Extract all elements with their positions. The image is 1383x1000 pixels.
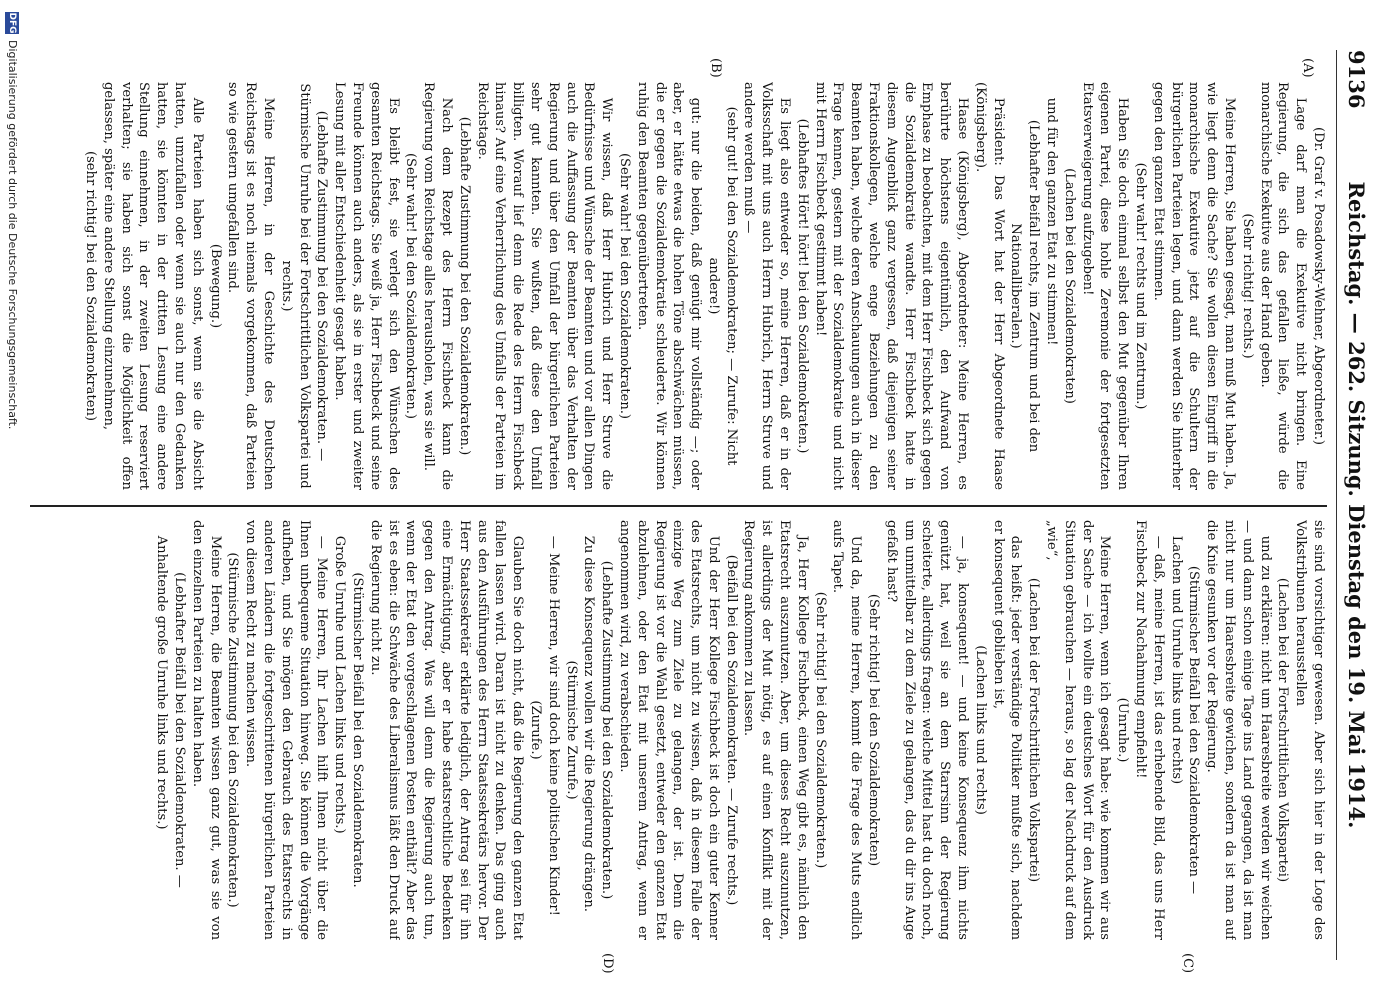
paragraph: Und der Herr Kollege Fischbeck ist doch ein guter Kenner des Etatsrechts, um nicht zu wissen, daß in diesem Falle der einzige Weg zum Ziele zu gelangen, der ist. Denn die Regierung ist vor die Wahl gesetzt, entweder den ganzen Etat abzulehnen, oder den Etat mit unserem Antrag, wenn er angenommen wird, zu verabschieden. xyxy=(616,520,721,940)
paragraph: (Stürmischer Beifall bei den Sozialdemokraten — xyxy=(1186,565,1202,895)
paragraph: (Lachen bei der Fortschrittlichen Volkspartei) xyxy=(1026,577,1042,883)
paragraph: Alle Parteien haben sich sonst, wenn sie die Absicht hatten, umzufallen oder wenn sie auch nur den Gedanken hatten, sie könnten in der dritten Lesung eine andere Stellung einnehmen, in der zweiten Lesung reserviert verhalten; sie haben sich sonst die Möglichkeit offen gelassen, später eine andere Stellung einzunehmen, xyxy=(100,82,205,490)
paragraph: — Meine Herren, wir sind doch keine politischen Kinder! xyxy=(545,535,561,916)
column-divider xyxy=(30,505,1327,507)
paragraph: (Unruhe.) xyxy=(1115,697,1131,763)
paragraph: Nach dem Rezept des Herrn Fischbeck kann die Regierung vom Reichstage alles herausholen, was sie will. xyxy=(421,82,454,490)
paragraph: Präsident: Das Wort hat der Herr Abgeordnete Haase (Königsberg). xyxy=(972,82,1006,490)
paragraph: sie sind vorsichtiger gewesen. Aber sich hier in der Loge des Volkstribunen herausstellen xyxy=(1293,520,1326,940)
paragraph: Meine Herren, Sie haben gesagt, man muß Mut haben. Ja, wie liegt denn die Sache? Sie wollen diesen Eingriff in die monarchische Exekutive jetzt auf die Schultern der bürgerlichen Parteien legen, und dann werden Sie hinterher gegen den ganzen Etat stimmen. xyxy=(1150,82,1238,490)
paragraph: (Sehr richtig! rechts.) xyxy=(1239,213,1255,359)
page-number: 9136 xyxy=(1344,50,1369,109)
paragraph: Haben Sie doch einmal selbst den Mut gegenüber Ihren eigenen Partei, diese hohle Zeremonie der fortgesetzten Etatsverweigerung aufzugeben! xyxy=(1079,82,1131,490)
paragraph: Es bleibt fest, sie verlegt sich den Wünschen des gesamten Reichstags. Sie weiß ja, Herr Fischbeck und seine Freunde können auch anders, als sie in erster und zweiter Lesung mit aller Entschiedenheit gesagt haben. xyxy=(332,82,401,490)
paragraph: Glauben Sie doch nicht, daß die Regierung den ganzen Etat fallen lassen wird. Daran ist nicht zu denken. Das ging auch aus den Ausführungen des Herrn Staatssekretärs hervor. Der Herr Staatssekretär erklärte lediglich, der Antrag sei für ihn eine Ermächtigung, aber er habe staatsrechtliche Bedenken gegen den Antrag. Was will denn die Regierung auch tun, wenn der Etat den vorgeschlagenen Posten enthält? Aber das ist es eben: die Schwäche des Liberalismus läßt den Druck auf die Regierung nicht zu. xyxy=(367,520,526,940)
paragraph: (Lebhafte Zustimmung bei den Sozialdemokraten.) xyxy=(599,560,615,900)
paragraph: Und da, meine Herren, kommt die Frage des Muts endlich aufs Tapet. xyxy=(830,520,864,940)
paragraph: und zu erklären: nicht um Haaresbreite werden wir weichen — und dann schon einige Tage ins Land gegangen, da ist man nicht nur um Haaresbreite gewichen, sondern da ist man auf die Knie gesunken vor der Regierung. xyxy=(1204,520,1273,940)
paragraph: (Lebhafter Beifall bei den Sozialdemokraten. — xyxy=(172,572,187,888)
paragraph: Lachen und Unruhe links und rechts) xyxy=(1168,535,1184,785)
right-column xyxy=(24,520,1327,940)
digitization-credit xyxy=(1,0,21,1000)
paragraph: (Stürmischer Beifall bei den Sozialdemokraten. xyxy=(349,572,365,888)
paragraph: Wir wissen, daß Herr Hubrich und Herr Struve die Bedürfnisse und Wünsche der Beamten und vor allen Dingen auch die Auffassung der Beamten über das Verhalten der Regierung und über den Umfall der bürgerlichen Parteien sehr gut kannten. Sie wußten, daß diese den Umfall billigten. Worauf lief denn die Rede des Herrn Fischbeck hinaus? Auf eine Verherrlichung des Umfalls der Parteien im Reichstage. xyxy=(474,82,615,490)
paragraph: (Lachen bei der Fortschrittlichen Volkspartei) xyxy=(1275,577,1291,883)
paragraph: (Sehr wahr! bei den Sozialdemokraten.) xyxy=(616,152,632,420)
paragraph: Es liegt also entweder so, meine Herren, daß er in der Volksschaft mit uns auch Herrn Hubrich, Herrn Struve und andere werden muß — xyxy=(741,82,793,490)
paragraph: (Lebhafter Beifall rechts, im Zentrum und bei den Nationalliberalen.) xyxy=(1008,119,1042,453)
paragraph: Haase (Königsberg), Abgeordneter: Meine Herren, es berührte höchstens eigentümlich, den Aufwand von Emphase zu beobachten, mit dem Herr Fischbeck sich gegen die Sozialdemokratie wandte. Herr Fischbeck hatte in diesem Augenblick ganz vergessen, daß diejenigen seiner Fraktionskollegen, welche enge Beziehungen zu den Beamten haben, welche deren Anschauungen auch in dieser Frage kennen, gestern mit der Sozialdemokratie und nicht mit Herrn Fischbeck gestimmt haben! xyxy=(812,82,971,490)
paragraph: das heißt: jeder verständige Politiker mußte sich, nachdem er konsequent geblieben ist, xyxy=(990,520,1024,940)
margin-marker-a: (A) xyxy=(1300,58,1315,78)
paragraph: (Lachen links und rechts) xyxy=(972,645,988,815)
margin-marker-c: (C) xyxy=(1180,953,1195,974)
paragraph: (Sehr wahr! bei den Sozialdemokraten.) xyxy=(403,152,419,420)
paragraph: Zu diese Konsequenz wollen wir die Regierung drängen. xyxy=(581,535,597,912)
paragraph: Große Unruhe und Lachen links und rechts.) xyxy=(332,535,348,834)
paragraph: gut: nur die beiden, daß genügt mir vollständig —; oder aber, er hätte etwas die hohen Töne abschwächen müssen, die er gegen die Sozialdemokratie schleuderte. Wir können ruhig den Beamten gegenübertreten. xyxy=(634,82,704,490)
paragraph: (Lebhafte Zustimmung bei den Sozialdemokraten. — Stürmische Unruhe bei der Fortschrittlichen Volkspartei und rechts.) xyxy=(278,83,330,489)
margin-marker-d: (D) xyxy=(600,953,615,974)
paragraph: — ja, konsequent! — und keine Konsequenz ihm nichts genützt hat, weil sie an dem Starrsinn der Regierung scheiterte, allerdings fragen: welche Mittel hast du doch noch, um unmittelbar zu dem Ziele zu gelangen, das du dir ins Auge gefaßt hast? xyxy=(883,520,971,940)
paragraph: und für den ganzen Etat zu stimmen! xyxy=(1044,97,1060,346)
dfg-logo: DFG xyxy=(7,12,17,34)
paragraph: (sehr gut! bei den Sozialdemokraten; — Zurufe: Nicht andere!) xyxy=(705,106,739,466)
credit-text: Digitalisierung gefördert durch die Deutsche Forschungsgemeinschaft. xyxy=(6,40,19,430)
paragraph: (Beifall bei den Sozialdemokraten. — Zurufe rechts.) xyxy=(723,554,739,906)
paragraph: (Stürmische Zurufe.) xyxy=(563,660,579,800)
paragraph: (sehr richtig! bei den Sozialdemokraten) xyxy=(83,150,99,422)
paragraph: (Dr. Graf v. Posadowsky-Wehner, Abgeordneter.) xyxy=(1311,126,1326,446)
paragraph: (Sehr wahr! rechts und im Zentrum.) xyxy=(1133,162,1149,410)
paragraph: (Lachen bei den Sozialdemokraten) xyxy=(1061,168,1077,404)
paragraph: — Meine Herren, Ihr Lachen hilft Ihnen nicht über die Ihnen unbequeme Situation hinweg. Sie können die Vorgänge aufheben, und Sie mögen den Gebrauch des Etatsrechts in anderen Ländern die fortgeschrittenen bürgerlichen Parteien von diesem Recht zu machen wissen. xyxy=(243,520,330,940)
paragraph: (Stürmische Zustimmung bei den Sozialdemokraten.) xyxy=(225,552,241,908)
paragraph: Meine Herren, in der Geschichte des Deutschen Reichstags ist es noch niemals vorgekommen, daß Parteien so wie gestern umgefallen sind. xyxy=(225,82,276,490)
left-column xyxy=(24,82,1327,490)
paragraph: (Sehr richtig! bei den Sozialdemokraten.) xyxy=(812,591,828,869)
margin-marker-b: (B) xyxy=(708,58,723,78)
paragraph: Meine Herren, wenn ich gesagt habe: wie kommen wir aus der Sache — ich wollte ein deutsches Wort für den Ausdruck Situation gebrauchen — heraus, so lag der Nachdruck auf dem „wie“, xyxy=(1044,520,1113,940)
paragraph: (Bewegung.) xyxy=(207,243,223,329)
paragraph: Ja, Herr Kollege Fischbeck, einen Weg gibt es, nämlich den Etatsrecht auszunutzen. Aber, um dieses Recht auszunutzen, ist allerdings der Mut nötig, es auf einen Konflikt mit der Regierung ankommen zu lassen. xyxy=(741,520,810,940)
paragraph: (Lebhaftes Hört! hört! bei den Sozialdemokraten.) xyxy=(794,118,810,454)
paragraph: — daß, meine Herren, ist das erhebende Bild, das uns Herr Fischbeck zur Nachahmung empfiehlt! xyxy=(1133,520,1166,940)
paragraph: (Zurufe.) xyxy=(527,700,543,760)
paragraph: Lage darf man die Exekutive nicht bringen. Eine Regierung, die sich das gefallen ließe, würde die monarchische Exekutive aus der Hand geben. xyxy=(1257,82,1309,490)
paragraph: Meine Herren, die Beamten wissen ganz gut, was sie von den einzelnen Parteien zu halten haben. xyxy=(189,520,223,940)
header-rule xyxy=(1336,50,1337,960)
running-title: Reichstag. — 262. Sitzung. Dienstag den 19. Mai 1914. xyxy=(1344,181,1369,829)
paragraph: (Sehr richtig! bei den Sozialdemokraten) xyxy=(866,593,882,867)
page-header xyxy=(1341,50,1369,960)
paragraph: (Lebhafte Zustimmung bei den Sozialdemokraten.) xyxy=(456,116,472,456)
paragraph: Anhaltende große Unruhe links und rechts.) xyxy=(154,535,170,830)
